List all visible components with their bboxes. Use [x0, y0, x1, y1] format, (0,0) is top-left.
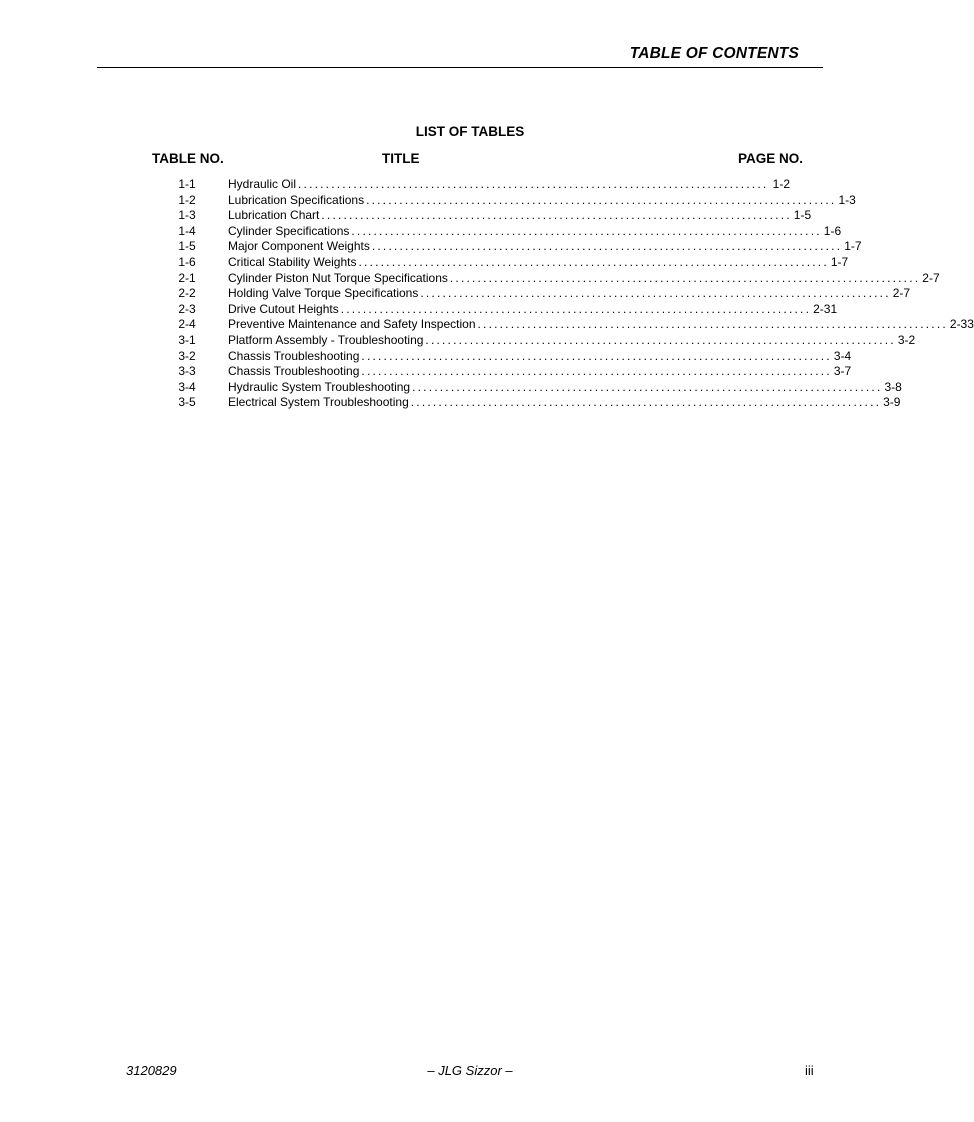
dot-leader: .....................................................................................: [366, 192, 837, 207]
column-header-page-no: PAGE NO.: [738, 151, 804, 166]
table-entry-line: [228, 239, 862, 255]
table-page-number[interactable]: 3-8: [884, 379, 902, 394]
list-title: LIST OF TABLES: [415, 124, 525, 139]
table-entry-line: [228, 395, 901, 411]
table-number: 3-3: [178, 364, 196, 379]
table-title[interactable]: Critical Stability Weights: [228, 254, 357, 269]
table-row[interactable]: [0, 317, 974, 333]
table-entry-line: [228, 379, 902, 396]
table-title[interactable]: Drive Cutout Heights: [228, 301, 339, 316]
table-page-number[interactable]: 1-5: [793, 208, 812, 223]
table-page-number[interactable]: 2-7: [922, 270, 940, 285]
dot-leader: .....................................................................................: [410, 395, 882, 410]
table-number: 2-3: [178, 301, 196, 316]
table-page-number[interactable]: 3-9: [883, 395, 901, 410]
table-row[interactable]: [0, 332, 916, 349]
table-entry-line: [228, 286, 911, 302]
table-number: 3-5: [178, 395, 196, 410]
table-row[interactable]: [0, 208, 866, 224]
table-page-number[interactable]: 3-7: [833, 364, 852, 379]
table-row[interactable]: [0, 302, 866, 318]
table-entry-line: [228, 223, 842, 240]
dot-leader: .....................................................................................: [449, 270, 921, 285]
table-row[interactable]: [0, 255, 866, 271]
table-page-number[interactable]: 2-31: [813, 301, 838, 316]
table-entry-line: [228, 208, 812, 224]
dot-leader: .....................................................................................: [477, 317, 948, 332]
table-row[interactable]: [0, 395, 901, 411]
table-row[interactable]: [0, 193, 866, 209]
table-row[interactable]: [0, 239, 866, 255]
table-title[interactable]: Hydraulic System Troubleshooting: [228, 379, 411, 394]
table-number: 2-2: [178, 286, 196, 301]
table-page-number[interactable]: 3-4: [833, 348, 852, 363]
table-entry-line: [228, 317, 974, 333]
dot-leader: .....................................................................................: [412, 379, 883, 394]
table-page-number[interactable]: 1-3: [838, 192, 856, 207]
footer-page-number: iii: [805, 1063, 814, 1078]
dot-leader: .....................................................................................: [425, 332, 896, 347]
table-title[interactable]: Preventive Maintenance and Safety Inspection: [228, 317, 476, 332]
table-entry-line: [228, 177, 790, 193]
table-number: 1-3: [178, 208, 196, 223]
table-row[interactable]: [0, 270, 940, 287]
table-title[interactable]: Hydraulic Oil: [228, 177, 297, 191]
table-entry-line: [228, 332, 916, 349]
footer-doc-number: 3120829: [126, 1063, 177, 1078]
table-row[interactable]: [0, 224, 866, 240]
footer-title: – JLG Sizzor –: [427, 1063, 513, 1078]
table-title[interactable]: Holding Valve Torque Specifications: [228, 286, 419, 301]
table-row[interactable]: [0, 364, 866, 380]
table-title[interactable]: Chassis Troubleshooting: [228, 364, 360, 379]
table-page-number[interactable]: 1-2: [772, 177, 790, 191]
table-entry-line: [228, 301, 838, 318]
table-row[interactable]: [0, 177, 866, 193]
table-row[interactable]: [0, 286, 911, 302]
dot-leader: .....................................................................................: [361, 364, 832, 379]
table-title[interactable]: Lubrication Specifications: [228, 192, 365, 207]
table-page-number[interactable]: 1-7: [830, 254, 849, 269]
table-number: 1-6: [178, 254, 196, 269]
table-row[interactable]: [0, 379, 902, 396]
dot-leader: .....................................................................................: [351, 223, 822, 238]
table-title[interactable]: Major Component Weights: [228, 239, 370, 254]
table-page-number[interactable]: 2-7: [892, 286, 911, 301]
dot-leader: .....................................................................................: [361, 348, 832, 363]
table-number: 3-2: [178, 348, 196, 363]
dot-leader: .....................................................................................: [321, 208, 792, 223]
dot-leader: .....................................................................................: [358, 254, 829, 269]
header-rule: [97, 67, 823, 68]
table-page-number[interactable]: 1-6: [823, 223, 842, 238]
column-header-title: TITLE: [382, 151, 420, 166]
table-row[interactable]: [0, 349, 866, 365]
table-number: 3-4: [178, 379, 196, 394]
table-title[interactable]: Electrical System Troubleshooting: [228, 395, 409, 410]
dot-leader: .....................................................................................: [340, 301, 812, 316]
dot-leader: .....................................................................................: [420, 286, 891, 301]
dot-leader: .....................................................................................: [298, 177, 769, 191]
table-number: 1-1: [178, 177, 196, 191]
table-entry-line: [228, 348, 852, 365]
dot-leader: .....................................................................................: [371, 239, 843, 254]
table-number: 1-4: [178, 223, 196, 238]
header-title: TABLE OF CONTENTS: [629, 45, 799, 62]
table-number: 1-2: [178, 192, 196, 207]
table-number: 2-1: [178, 270, 196, 285]
table-entry-line: [228, 270, 940, 287]
table-entry-line: [228, 192, 856, 209]
table-page-number[interactable]: 2-33: [949, 317, 974, 332]
table-page-number[interactable]: 1-7: [844, 239, 862, 254]
table-title[interactable]: Chassis Troubleshooting: [228, 348, 360, 363]
table-title[interactable]: Cylinder Piston Nut Torque Specifications: [228, 270, 448, 285]
table-number: 2-4: [178, 317, 196, 332]
table-page-number[interactable]: 3-2: [897, 332, 916, 347]
table-entry-line: [228, 364, 852, 380]
table-title[interactable]: Cylinder Specifications: [228, 223, 350, 238]
table-entry-line: [228, 254, 849, 271]
table-title[interactable]: Platform Assembly - Troubleshooting: [228, 332, 424, 347]
table-list: [0, 177, 974, 411]
table-title[interactable]: Lubrication Chart: [228, 208, 320, 223]
table-number: 3-1: [178, 332, 196, 347]
table-number: 1-5: [178, 239, 196, 254]
column-header-table-no: TABLE NO.: [152, 151, 224, 166]
